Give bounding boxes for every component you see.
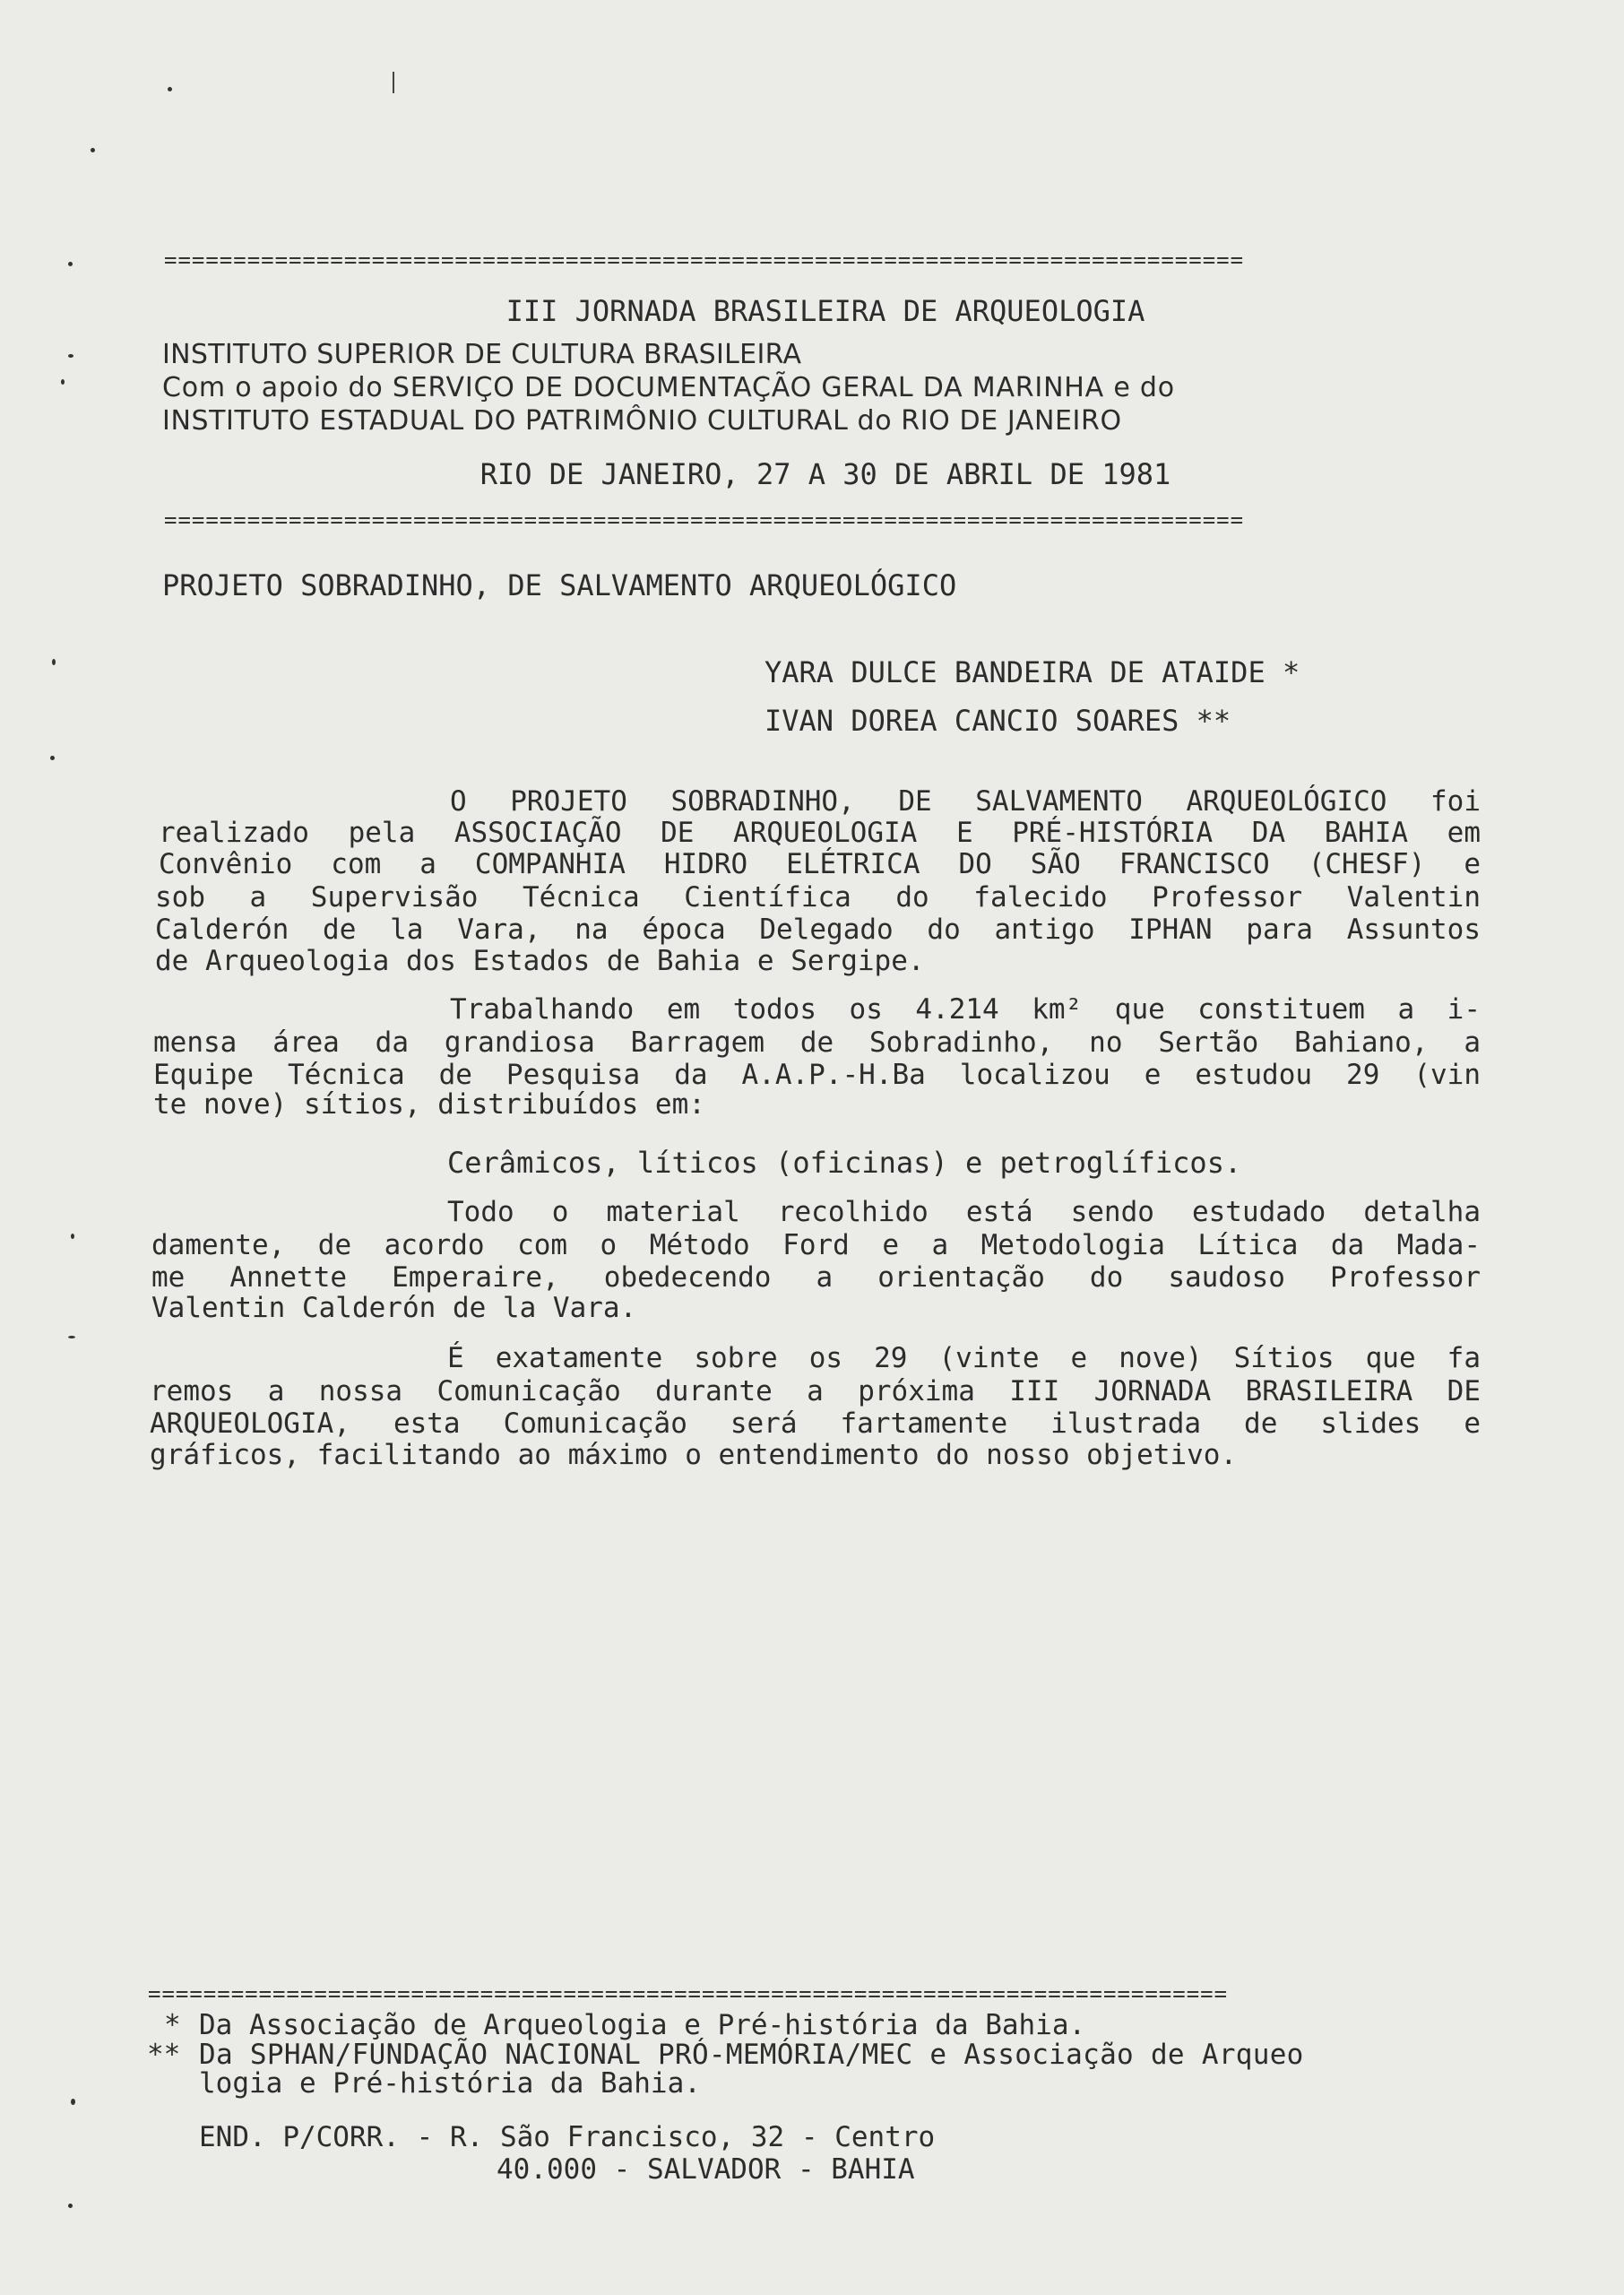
margin-speck [50,756,55,760]
organizer-line-2: Com o apoio do SERVIÇO DE DOCUMENTAÇÃO GERAL DA MARINHA e do [162,372,1175,403]
paragraph-4-line-3: ARQUEOLOGIA, esta Comunicação será fartamente ilustrada de slides e [150,1407,1481,1440]
margin-speck [68,1336,75,1338]
paragraph-3-line-2: damente, de acordo com o Método Ford e a Metodologia Lítica da Mada- [151,1229,1481,1261]
paragraph-4-line-1: É exatamente sobre os 29 (vinte e nove) Sítios que fa [447,1342,1481,1374]
header-top-rule: ============================================================================== [164,247,1245,273]
paragraph-1-line-5: Calderón de la Vara, na época Delegado do antigo IPHAN para Assuntos [155,914,1481,946]
paper-title: PROJETO SOBRADINHO, DE SALVAMENTO ARQUEOLÓGICO [162,568,957,602]
header-bottom-rule: ============================================================================== [164,507,1245,533]
paragraph-1-line-1: O PROJETO SOBRADINHO, DE SALVAMENTO ARQUEOLÓGICO foi [450,785,1481,818]
event-title: III JORNADA BRASILEIRA DE ARQUEOLOGIA [505,294,1145,328]
paragraph-1-line-2: realizado pela ASSOCIAÇÃO DE ARQUEOLOGIA E PRÉ-HISTÓRIA DA BAHIA em [159,817,1481,849]
paragraph-3-line-1: Todo o material recolhido está sendo estudado detalha [447,1196,1481,1228]
paragraph-2-line-3: Equipe Técnica de Pesquisa da A.A.P.-H.Ba localizou e estudou 29 (vin [153,1059,1481,1091]
paragraph-1-line-3: Convênio com a COMPANHIA HIDRO ELÉTRICA DO SÃO FRANCISCO (CHESF) e [159,848,1481,880]
paragraph-2-line-1: Trabalhando em todos os 4.214 km² que constituem a i- [450,993,1481,1026]
paragraph-4-line-2: remos a nossa Comunicação durante a próxima III JORNADA BRASILEIRA DE [150,1375,1481,1407]
paragraph-1-line-4: sob a Supervisão Técnica Científica do falecido Professor Valentin [155,881,1481,914]
author-1: YARA DULCE BANDEIRA DE ATAIDE * [764,655,1300,689]
organizer-line-3: INSTITUTO ESTADUAL DO PATRIMÔNIO CULTURAL do RIO DE JANEIRO [162,405,1122,437]
mailing-address-line-1: END. P/CORR. - R. São Francisco, 32 - Centro [199,2121,936,2153]
margin-speck [68,2204,73,2208]
footnote-2-text-line-1: Da SPHAN/FUNDAÇÃO NACIONAL PRÓ-MEMÓRIA/MEC e Associação de Arqueo [199,2039,1304,2071]
paragraph-3-line-3: me Annette Emperaire, obedecendo a orientação do saudoso Professor [151,1261,1481,1294]
footnote-1-text: Da Associação de Arqueologia e Pré-história da Bahia. [199,2009,1086,2041]
paragraph-2-line-4: te nove) sítios, distribuídos em: [153,1088,705,1121]
paragraph-4-line-4: gráficos, facilitando ao máximo o entendimento do nosso objetivo. [150,1439,1238,1471]
margin-speck [168,87,172,91]
site-categories: Cerâmicos, líticos (oficinas) e petroglíficos. [447,1146,1242,1180]
margin-speck [68,354,73,358]
margin-speck [91,148,95,152]
footnote-2-text-line-2: logia e Pré-história da Bahia. [199,2067,701,2100]
place-and-date: RIO DE JANEIRO, 27 A 30 DE ABRIL DE 1981 [479,457,1171,491]
margin-speck [71,2099,75,2105]
paragraph-2-line-2: mensa área da grandiosa Barragem de Sobradinho, no Sertão Bahiano, a [153,1026,1481,1059]
author-2: IVAN DOREA CANCIO SOARES ** [764,704,1231,738]
footnote-1-mark: * [164,2009,181,2041]
paragraph-3-line-4: Valentin Calderón de la Vara. [151,1292,637,1324]
mailing-address-line-2: 40.000 - SALVADOR - BAHIA [497,2153,915,2186]
footnote-2-mark: ** [147,2039,181,2071]
footer-rule: ============================================================================== [148,1981,1229,2006]
paragraph-1-line-6: de Arqueologia dos Estados de Bahia e Sergipe. [155,945,925,977]
margin-speck [68,262,73,266]
margin-speck [71,1234,74,1239]
organizer-line-1: INSTITUTO SUPERIOR DE CULTURA BRASILEIRA [162,339,802,370]
margin-tick [393,72,394,93]
margin-speck [52,659,56,665]
margin-speck [61,379,65,385]
